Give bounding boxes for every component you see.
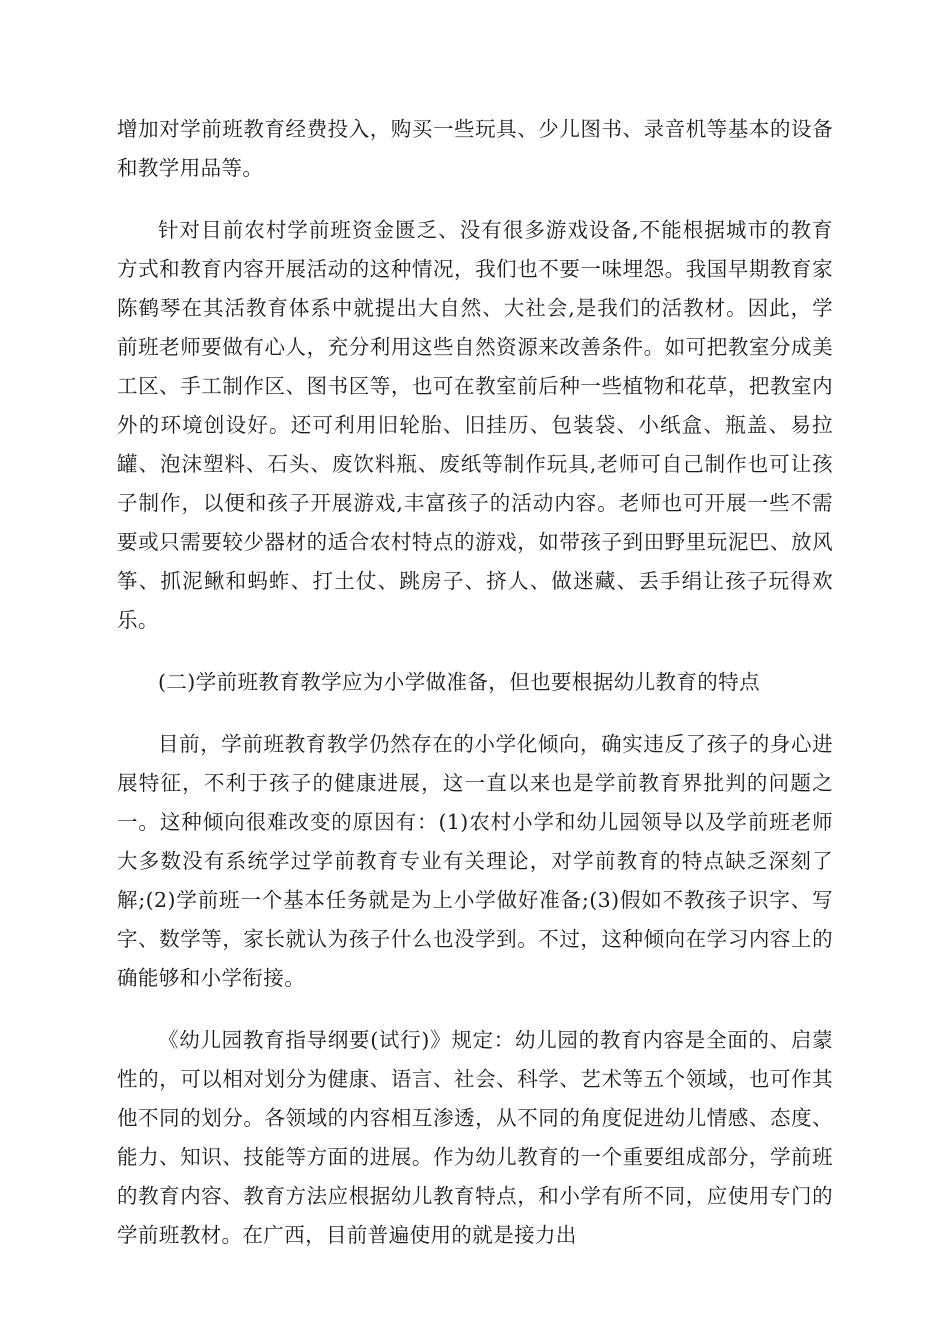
- paragraph-continued: 增加对学前班教育经费投入，购买一些玩具、少儿图书、录音机等基本的设备和教学用品等。: [117, 117, 833, 180]
- paragraph-rural-resources: 针对目前农村学前班资金匮乏、没有很多游戏设备,不能根据城市的教育方式和教育内容开展活动的这种情况，我们也不要一味埋怨。我国早期教育家陈鹤琴在其活教育体系中就提出大自然、大社会,是我们的活教材。因此，学前班老师要做有心人，充分利用这些自然资源来改善条件。如可把教室分成美工区、手工制作区、图书区等，也可在教室前后种一些植物和花草，把教室内外的环境创设好。还可利用旧轮胎、旧挂历、包装袋、小纸盒、瓶盖、易拉罐、泡沫塑料、石头、废饮料瓶、废纸等制作玩具,老师可自己制作也可让孩子制作，以便和孩子开展游戏,丰富孩子的活动内容。老师也可开展一些不需要或只需要较少器材的适合农村特点的游戏，如带孩子到田野里玩泥巴、放风筝、抓泥鳅和蚂蚱、打土仗、跳房子、挤人、做迷藏、丢手绢让孩子玩得欢乐。: [117, 218, 833, 632]
- paragraph-guidelines: 《幼儿园教育指导纲要(试行)》规定：幼儿园的教育内容是全面的、启蒙性的，可以相对划分为健康、语言、社会、科学、艺术等五个领域，也可作其他不同的划分。各领域的内容相互渗透，从不同的角度促进幼儿情感、态度、能力、知识、技能等方面的进展。作为幼儿教育的一个重要组成部分，学前班的教育内容、教育方法应根据幼儿教育特点，和小学有所不同，应使用专门的学前班教材。在广西，目前普遍使用的就是接力出: [117, 1028, 833, 1247]
- paragraph-primary-tendency: 目前，学前班教育教学仍然存在的小学化倾向，确实违反了孩子的身心进展特征，不利于孩子的健康进展，这一直以来也是学前教育界批判的问题之一。这种倾向很难改变的原因有：(1)农村小学和幼儿园领导以及学前班老师大多数没有系统学过学前教育专业有关理论，对学前教育的特点缺乏深刻了解;(2)学前班一个基本任务就是为上小学做好准备;(3)假如不教孩子识字、写字、数学等，家长就认为孩子什么也没学到。不过，这种倾向在学习内容上的确能够和小学衔接。: [117, 732, 833, 990]
- section-heading: (二)学前班教育教学应为小学做准备，但也要根据幼儿教育的特点: [158, 670, 760, 694]
- document-body: [117, 110, 833, 1255]
